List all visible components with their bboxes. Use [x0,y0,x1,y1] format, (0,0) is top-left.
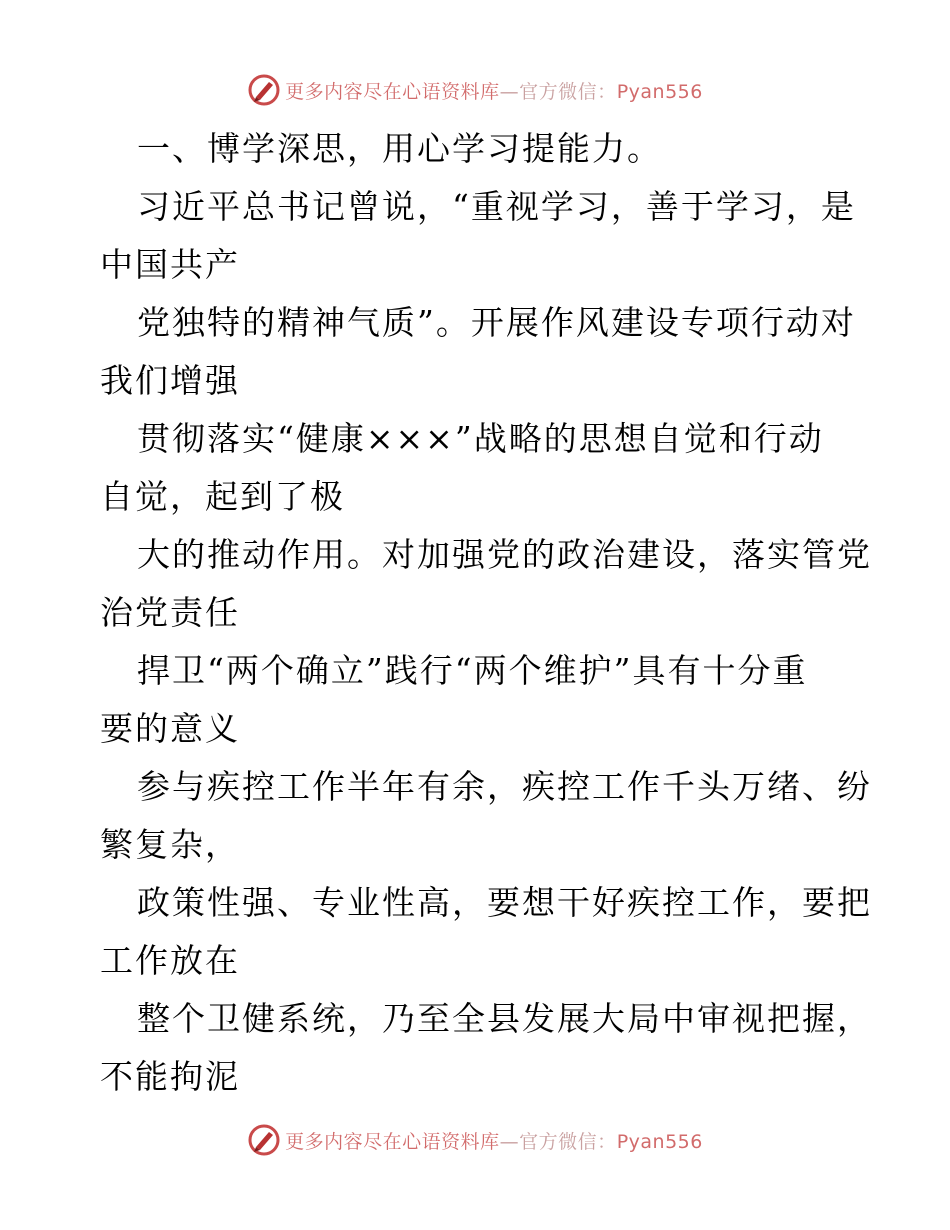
paragraph-line: 整个卫健系统，乃至全县发展大局中审视把握， [137,999,872,1038]
watermark-wechat-id: Pyan556 [616,1130,703,1153]
watermark-main-text: 更多内容尽在心语资料库 [285,80,500,103]
paragraph-line: 大的推动作用。对加强党的政治建设，落实管党 [137,535,872,574]
watermark-text [285,77,703,104]
paragraph-line: 要的意义 [100,709,240,748]
paragraph-line: 参与疾控工作半年有余，疾控工作千头万绪、纷 [137,767,872,806]
watermark-dash: — [499,80,520,103]
paragraph-line: 工作放在 [100,941,240,980]
watermark-dash: — [499,1130,520,1153]
pen-logo-icon [247,1123,281,1157]
watermark-wechat-label: 官方微信： [519,80,617,103]
watermark-main-text: 更多内容尽在心语资料库 [285,1130,500,1153]
watermark-wechat-label: 官方微信： [519,1130,617,1153]
footer-watermark [0,1120,950,1160]
section-heading: 一、博学深思，用心学习提能力。 [137,129,662,168]
paragraph-line: 贯彻落实“健康×××”战略的思想自觉和行动 [137,419,824,458]
paragraph-line: 习近平总书记曾说，“重视学习，善于学习，是 [137,187,856,226]
paragraph-line: 中国共产 [100,245,240,284]
paragraph-line: 我们增强 [100,361,240,400]
header-watermark [0,70,950,110]
watermark-wechat-id: Pyan556 [616,80,703,103]
paragraph-line: 政策性强、专业性高，要想干好疾控工作，要把 [137,883,872,922]
paragraph-line: 繁复杂， [100,825,240,864]
paragraph-line: 自觉，起到了极 [100,477,345,516]
paragraph-line: 不能拘泥 [100,1057,240,1096]
pen-logo-icon [247,73,281,107]
watermark-text [285,1127,703,1154]
paragraph-line: 党独特的精神气质”。开展作风建设专项行动对 [137,303,856,342]
document-body [100,120,872,1106]
paragraph-line: 治党责任 [100,593,240,632]
paragraph-line: 捍卫“两个确立”践行“两个维护”具有十分重 [137,651,808,690]
